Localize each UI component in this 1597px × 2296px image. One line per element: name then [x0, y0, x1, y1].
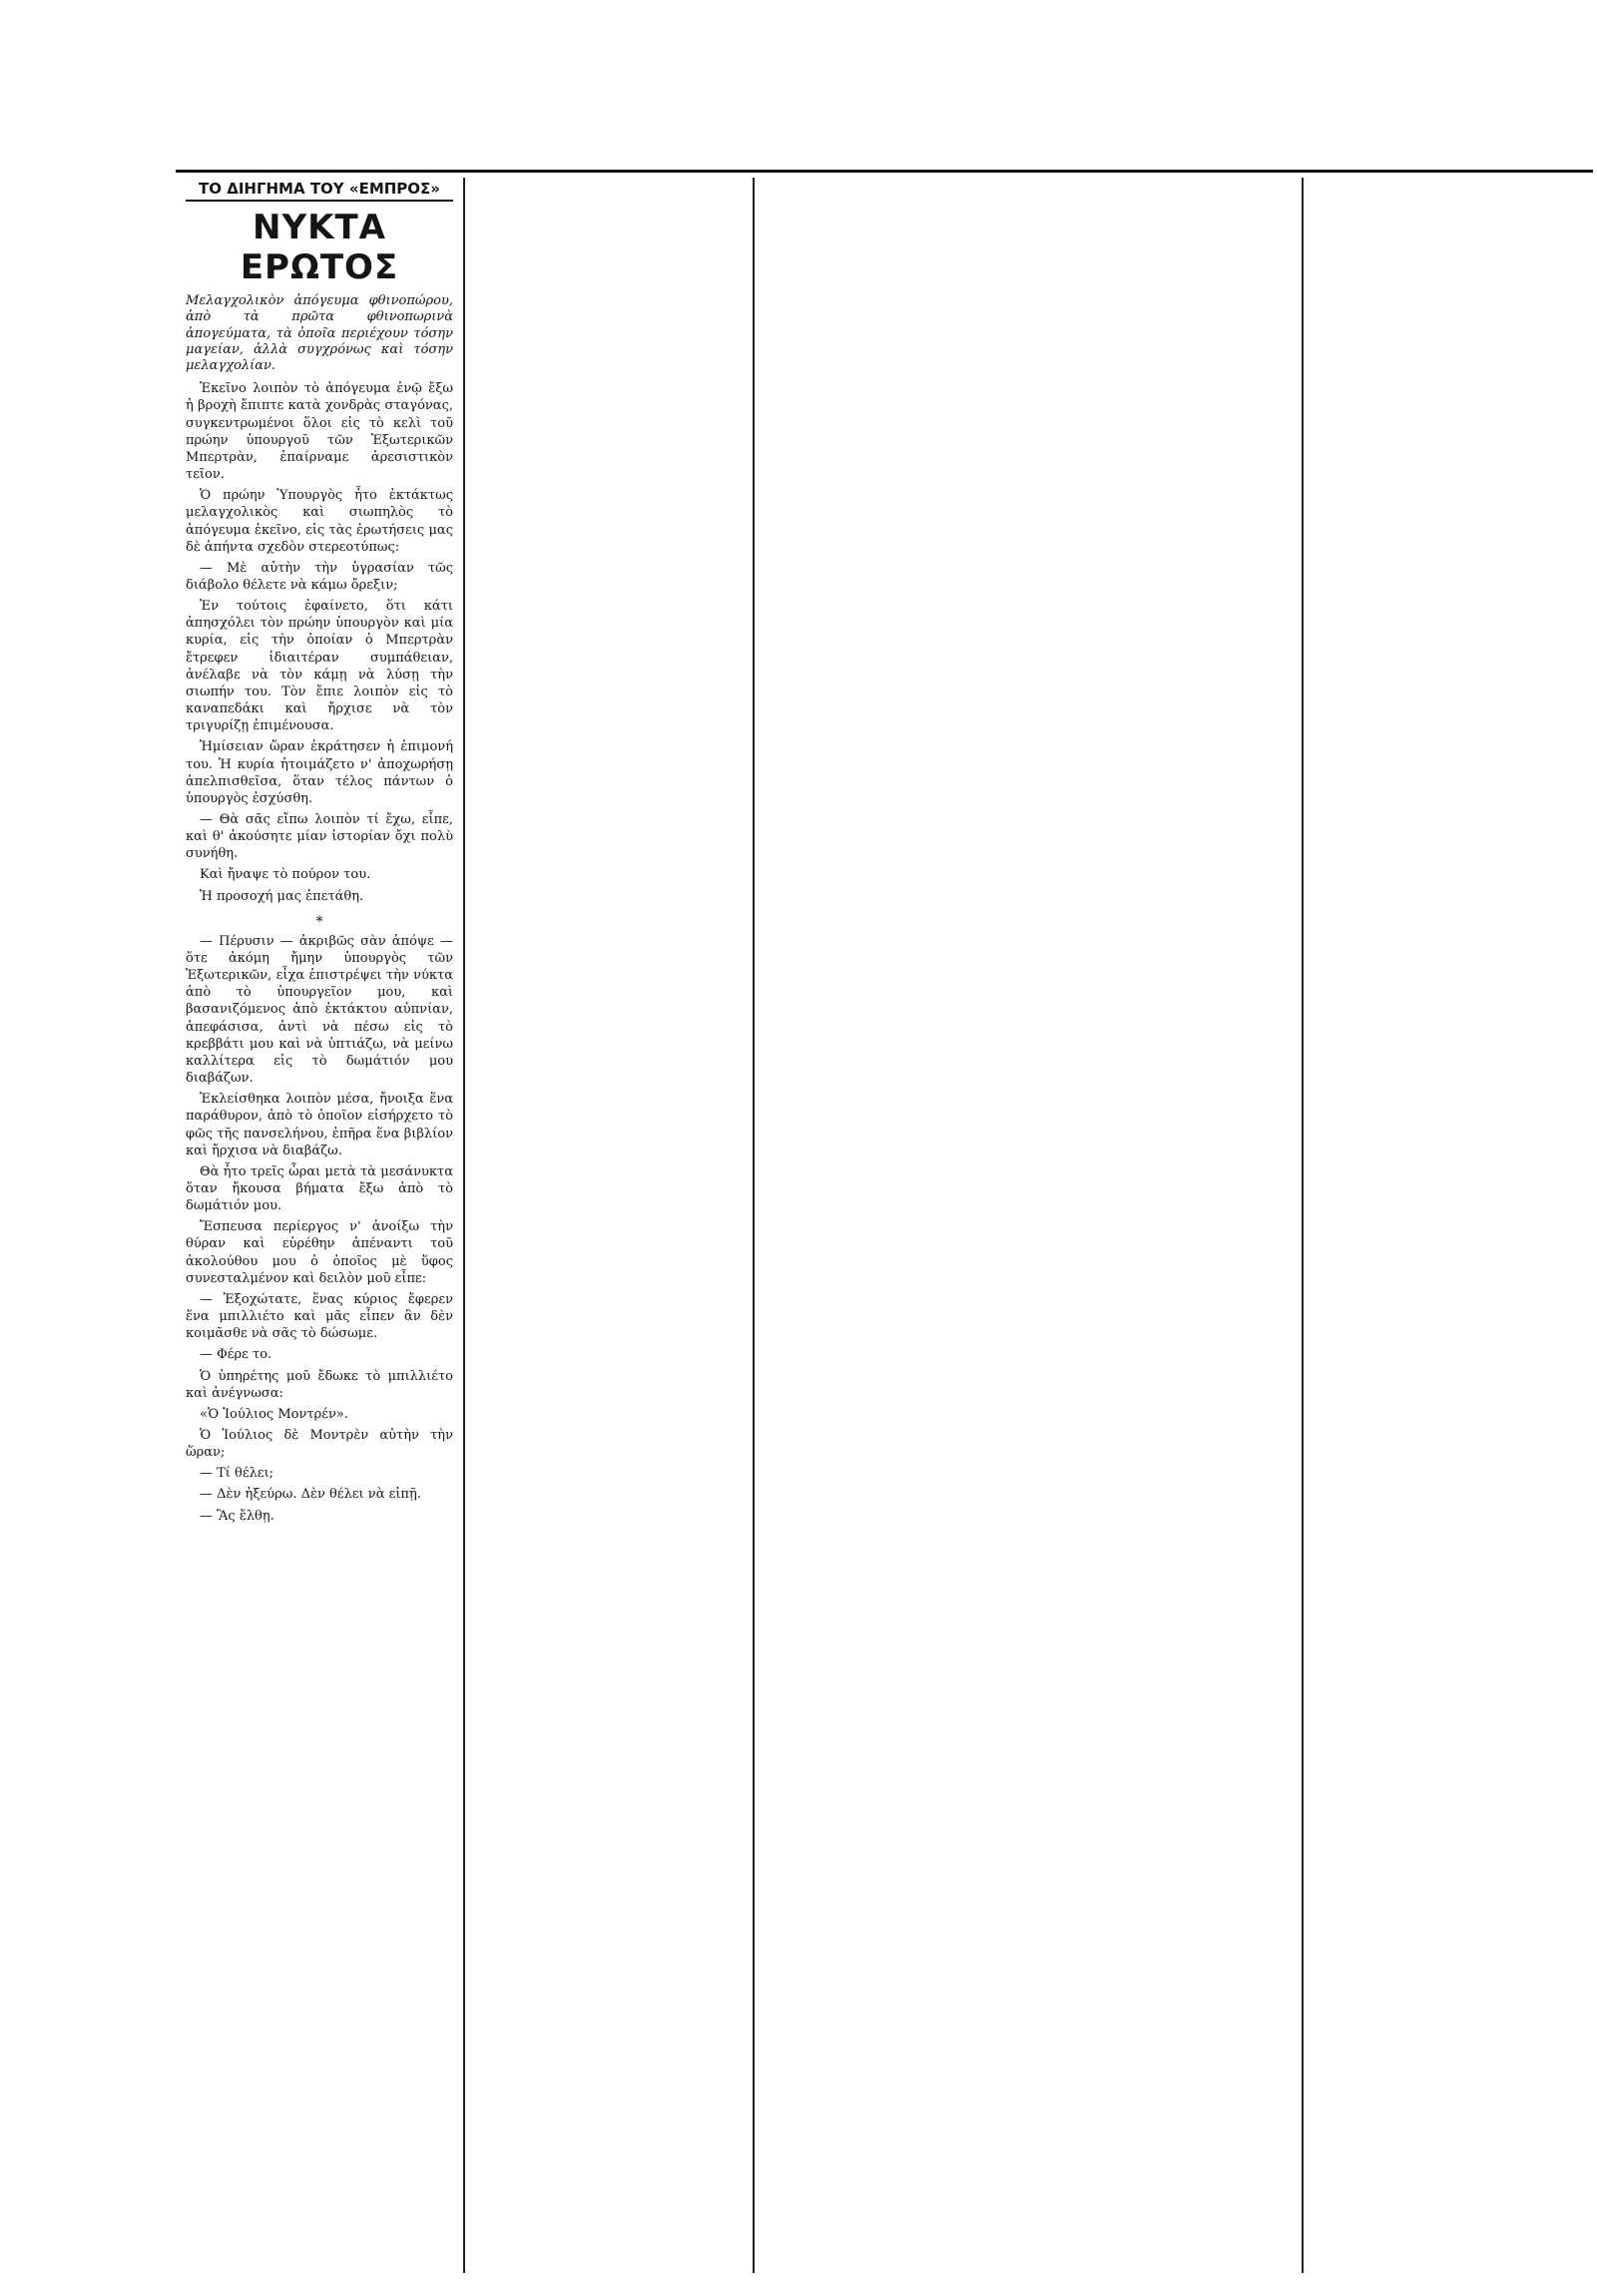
story-paragraph: — Ἐξοχώτατε, ἕνας κύριος ἔφερεν ἕνα μπιλλιέτο καὶ μᾶς εἶπεν ἂν δὲν κοιμᾶσθε νὰ σᾶς τὸ δώσωμε.	[186, 1291, 453, 1342]
story-paragraph: Ἔσπευσα περίεργος ν' ἀνοίξω τὴν θύραν καὶ εὑρέθην ἀπέναντι τοῦ ἀκολούθου μου ὁ ὁποῖος μὲ ὕφος συνεσταλμένον καὶ δειλὸν μοῦ εἶπε:	[186, 1219, 453, 1286]
story-paragraph: Ἡ προσοχή μας ἐπετάθη.	[200, 888, 364, 904]
story-subtitle: Μελαγχολικὸν ἀπόγευμα φθινοπώρου, ἀπὸ τὰ πρῶτα φθινοπωρινὰ ἀπογεύματα, τὰ ὁποῖα περιέχουν τόσην μαγείαν, ἀλλὰ συγχρόνως καὶ τόσην μελαγχολίαν.	[186, 293, 453, 373]
story-paragraph: — Μὲ αὐτὴν τὴν ὑγρασίαν τῶς διάβολο θέλετε νὰ κάμω ὄρεξιν;	[186, 560, 453, 593]
story-paragraph: Ἐκεῖνο λοιπὸν τὸ ἀπόγευμα ἐνῷ ἔξω ἡ βροχὴ ἔπιπτε κατὰ χονδρὰς σταγόνας, συγκεντρωμένοι ὅλοι εἰς τὸ κελὶ τοῦ πρώην ὑπουργοῦ τῶν Ἐξωτερικῶν Μπερτρὰν, ἐπαίρναμε ἀρεσιστικὸν τεῖον.	[186, 381, 453, 483]
story-paragraph: Ἐν τούτοις ἐφαίνετο, ὅτι κάτι ἀπησχόλει τὸν πρώην ὑπουργὸν καὶ μία κυρία, εἰς τὴν ὁποίαν ὁ Μπερτρὰν ἔτρεφεν ἰδιαιτέραν συμπάθειαν, ἀνέλαβε νὰ τὸν κάμῃ νὰ λύσῃ τὴν σιωπήν του. Τὸν ἔπιε λοιπὸν εἰς τὸ καναπεδάκι καὶ ἤρχισε νὰ τὸν τριγυρίζῃ ἐπιμένουσα.	[186, 599, 453, 734]
story-paragraph: — Φέρε το.	[200, 1347, 272, 1363]
story-paragraph: — Ἂς ἔλθῃ.	[200, 1508, 274, 1524]
story-paragraph: — Δὲν ἠξεύρω. Δὲν θέλει νὰ εἰπῇ.	[200, 1487, 421, 1503]
story-paragraph: Ἡμίσειαν ὥραν ἐκράτησεν ἡ ἐπιμονή του. Ἡ κυρία ἠτοιμάζετο ν' ἀποχωρήσῃ ἀπελπισθεῖσα, ὅταν τέλος πάντων ὁ ὑπουργὸς ἐσχύσθη.	[186, 739, 453, 806]
story-paragraph: — Τί θέλει;	[200, 1466, 274, 1482]
story-paragraph: Ὁ ὑπηρέτης μοῦ ἔδωκε τὸ μπιλλιέτο καὶ ἀνέγνωσα:	[186, 1368, 453, 1401]
story-paragraph: Ὁ Ἰούλιος δὲ Μοντρὲν αὐτὴν τὴν ὥραν;	[186, 1428, 453, 1461]
story-paragraph: «Ὁ Ἰούλιος Μοντρέν».	[200, 1406, 348, 1422]
column-two	[465, 178, 755, 2273]
story-paragraph: Θὰ ἦτο τρεῖς ὧραι μετὰ τὰ μεσάνυκτα ὅταν ἤκουσα βήματα ἔξω ἀπὸ τὸ δωμάτιόν μου.	[186, 1163, 453, 1214]
column-three	[755, 178, 1304, 2273]
story-paragraph: Ἐκλείσθηκα λοιπὸν μέσα, ἤνοιξα ἕνα παράθυρον, ἀπὸ τὸ ὁποῖον εἰσήρχετο τὸ φῶς τῆς πανσελήνου, ἐπῆρα ἕνα βιβλίον καὶ ἤρχισα νὰ διαβάζω.	[186, 1092, 453, 1158]
column-four	[1304, 178, 1593, 2273]
column-serial-story	[176, 178, 465, 2273]
story-paragraph: Ὁ πρώην Ὑπουργὸς ἦτο ἐκτάκτως μελαγχολικὸς καὶ σιωπηλὸς τὸ ἀπόγευμα ἐκεῖνο, εἰς τὰς ἐρωτήσεις μας δὲ ἀπήντα σχεδὸν στερεοτύπως:	[186, 488, 453, 555]
story-title: ΝΥΚΤΑ ΕΡΩΤΟΣ	[240, 208, 399, 287]
story-paragraph: — Θὰ σᾶς εἴπω λοιπὸν τί ἔχω, εἶπε, καὶ θ' ἀκούσητε μίαν ἱστορίαν ὄχι πολὺ συνήθη.	[186, 812, 453, 862]
masthead-rule	[176, 170, 1593, 173]
story-paragraph: — Πέρυσιν — ἀκριβῶς σὰν ἀπόψε — ὅτε ἀκόμη ἤμην ὑπουργὸς τῶν Ἐξωτερικῶν, εἶχα ἐπιστρέψει τὴν νύκτα ἀπὸ τὸ ὑπουργεῖον μου, καὶ βασανιζόμενος ἀπὸ ἐκτάκτου αὐπνίαν, ἀπεφάσισα, ἀντὶ νὰ πέσω εἰς τὸ κρεββάτι μου καὶ νὰ ὑπτιάζω, νὰ μείνω καλλίτερα εἰς τὸ δωμάτιόν μου διαβάζων.	[186, 933, 453, 1087]
section-ornament: ∗	[314, 910, 324, 927]
section-kicker: ΤΟ ΔΙΗΓΗΜΑ ΤΟΥ «ΕΜΠΡΟΣ»	[186, 178, 453, 202]
story-paragraph: Καὶ ἤναψε τὸ πούρον του.	[200, 867, 371, 883]
